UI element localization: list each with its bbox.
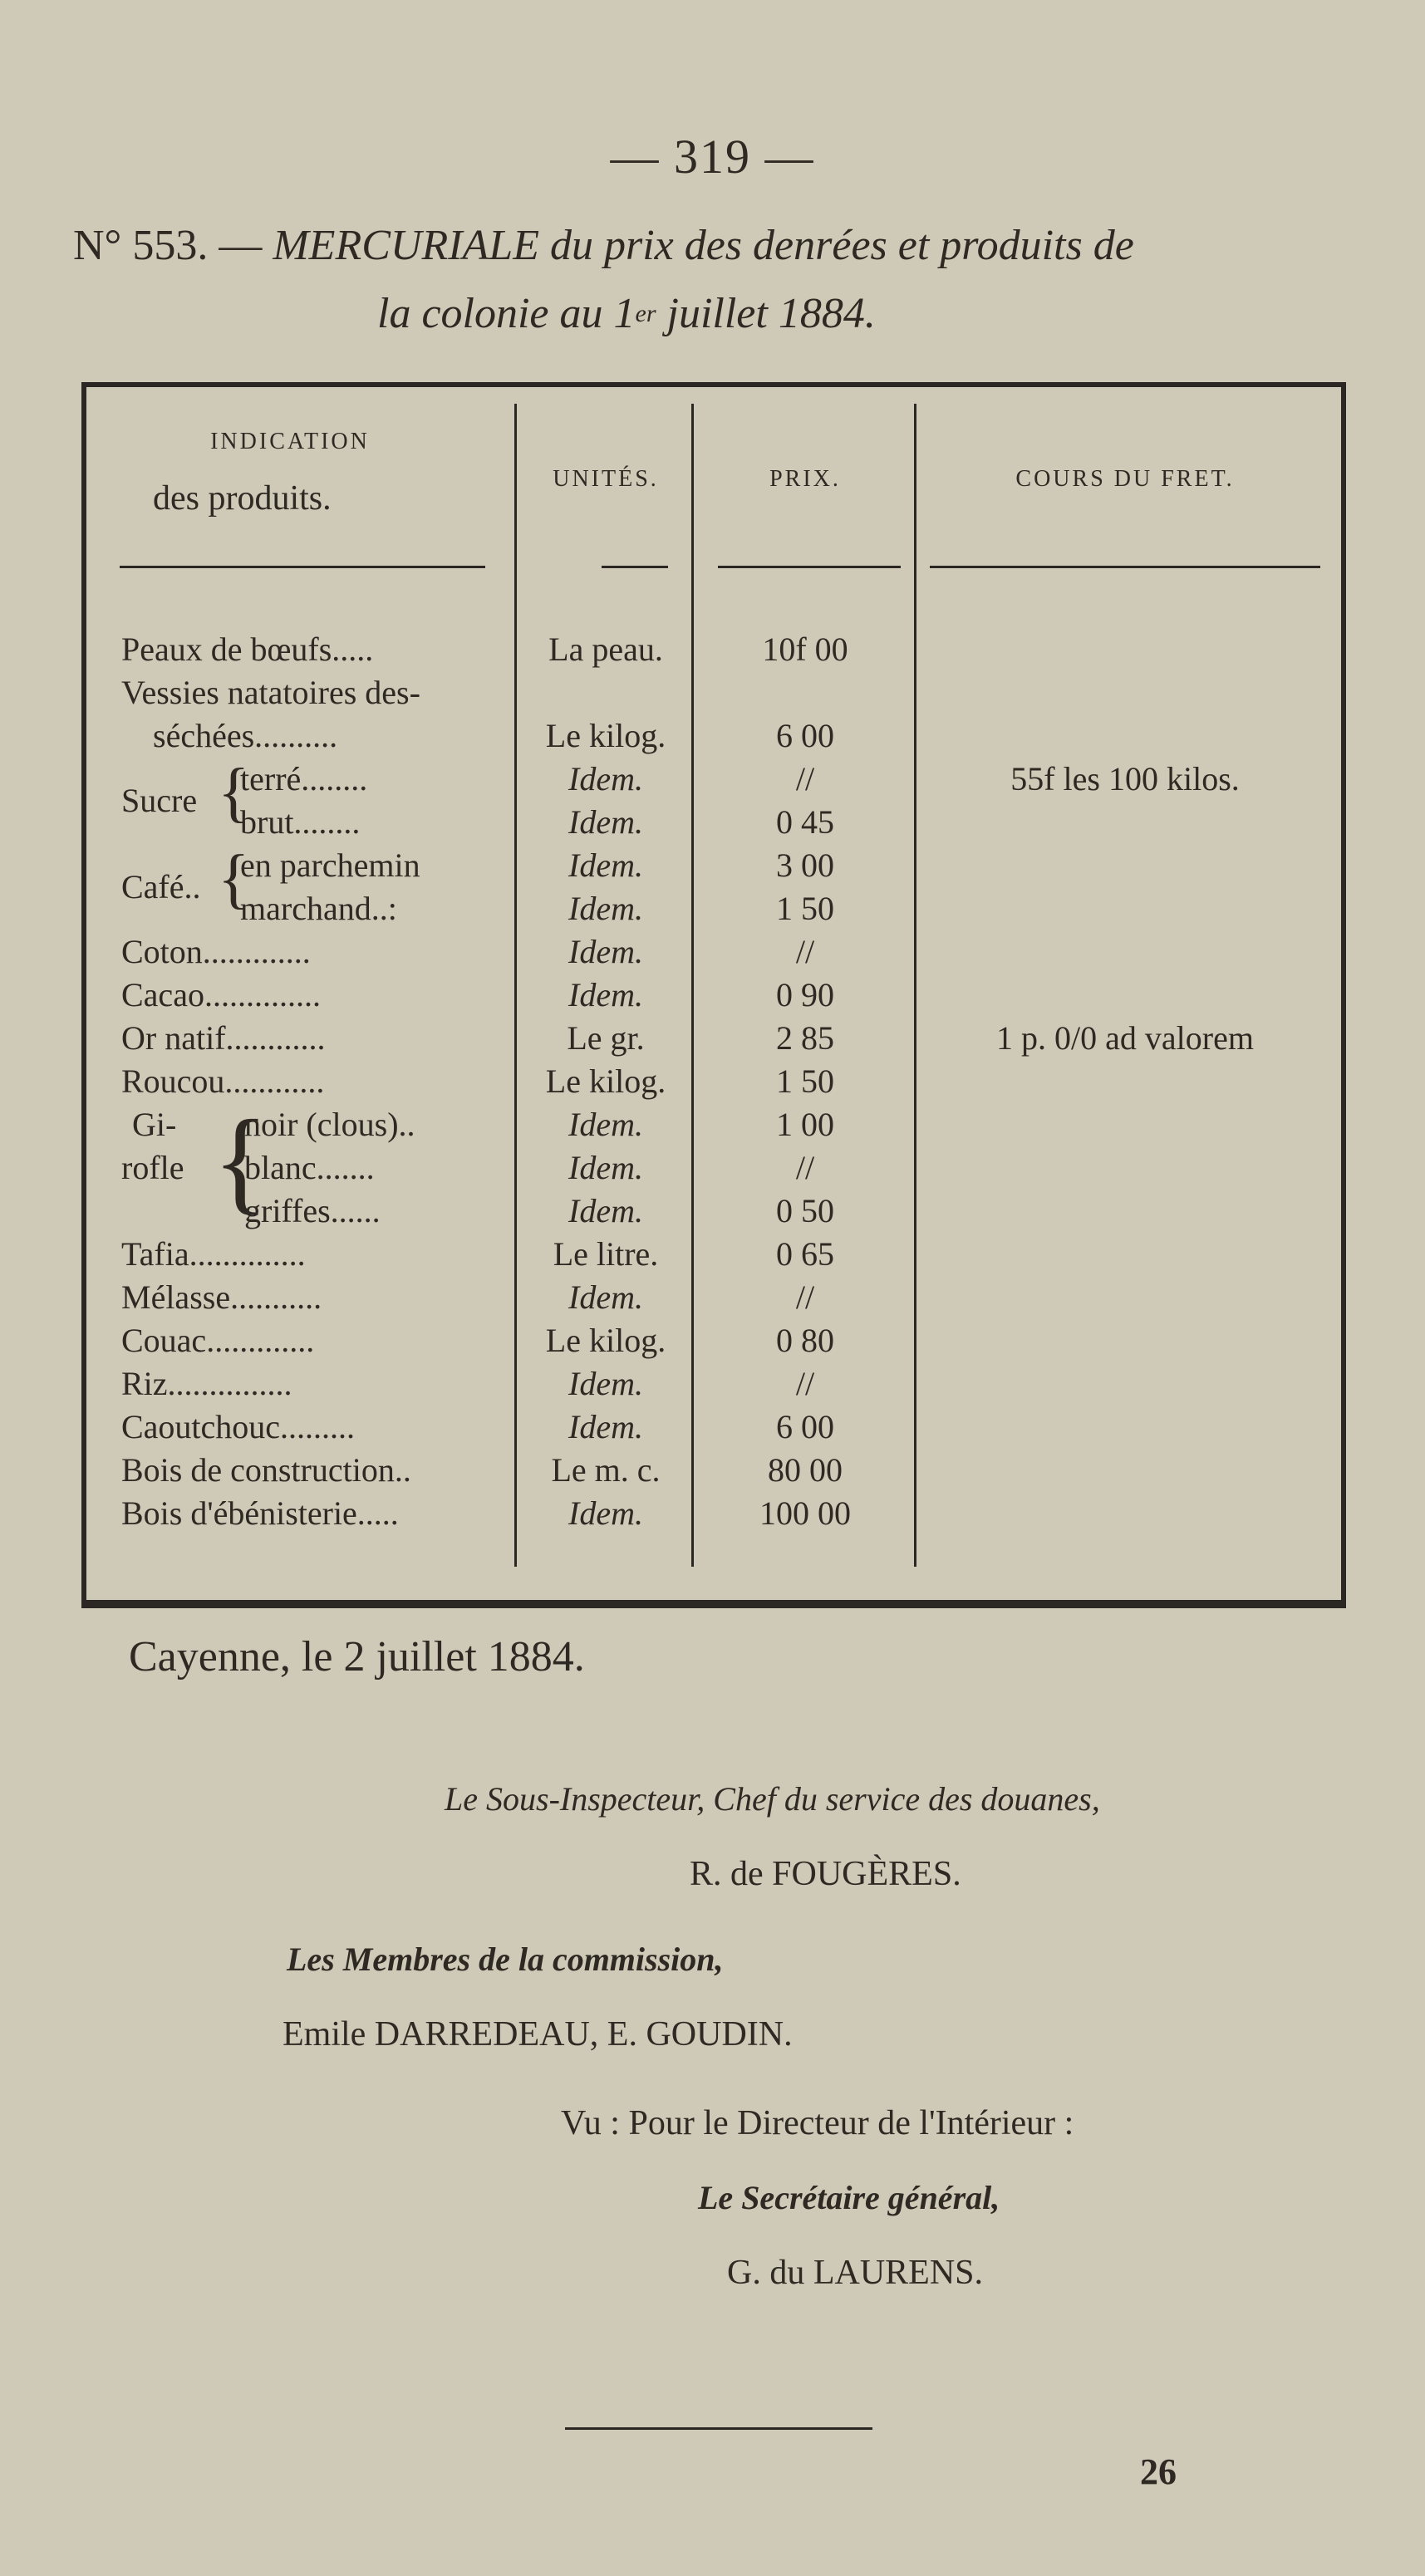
row-product: noir (clous).. bbox=[244, 1106, 415, 1143]
row-product: Peaux de bœufs..... bbox=[121, 631, 374, 668]
row-price: 0 80 bbox=[776, 1322, 834, 1359]
row-unit: Idem. bbox=[568, 1494, 643, 1532]
header-rule bbox=[120, 566, 485, 568]
row-price: // bbox=[795, 1149, 815, 1186]
row-unit: Idem. bbox=[568, 1365, 643, 1402]
row-unit: Le litre. bbox=[553, 1235, 659, 1273]
row-product: blanc....... bbox=[244, 1149, 375, 1186]
row-unit: Idem. bbox=[568, 1278, 643, 1316]
title-line2-b: juillet 1884. bbox=[666, 290, 876, 337]
page-number: — 319 — bbox=[610, 130, 815, 184]
row-product: griffes...... bbox=[244, 1192, 381, 1229]
row-price: 1 50 bbox=[776, 1062, 834, 1100]
row-unit: Idem. bbox=[568, 976, 643, 1013]
signatory-2-name: Emile DARREDEAU, E. GOUDIN. bbox=[283, 2015, 793, 2053]
row-unit: Idem. bbox=[568, 890, 643, 927]
group-label-sucre: Sucre bbox=[121, 782, 198, 819]
row-unit: Le kilog. bbox=[545, 717, 666, 754]
row-unit: Le m. c. bbox=[551, 1451, 661, 1489]
signatory-3-role: Le Secrétaire général, bbox=[698, 2179, 1000, 2216]
row-price: 100 00 bbox=[759, 1494, 851, 1532]
row-product: Caoutchouc......... bbox=[121, 1408, 356, 1445]
row-unit: Le kilog. bbox=[545, 1322, 666, 1359]
header-rule bbox=[930, 566, 1320, 568]
row-price: // bbox=[795, 1365, 815, 1402]
signatory-2-role: Les Membres de la commission, bbox=[287, 1941, 724, 1978]
title-line1: MERCURIALE du prix des denrées et produits de bbox=[273, 222, 1134, 269]
row-price: 10f 00 bbox=[762, 631, 848, 668]
row-price: 0 45 bbox=[776, 803, 834, 841]
row-price: 0 90 bbox=[776, 976, 834, 1013]
row-unit: Idem. bbox=[568, 1192, 643, 1229]
title-prefix: N° 553. — bbox=[73, 222, 263, 269]
row-product: Couac............. bbox=[121, 1322, 315, 1359]
document-title bbox=[73, 212, 1369, 348]
place-date: Cayenne, le 2 juillet 1884. bbox=[129, 1633, 585, 1681]
row-product: Or natif............ bbox=[121, 1019, 326, 1057]
brace-sucre: { bbox=[218, 756, 250, 829]
row-unit: Idem. bbox=[568, 1106, 643, 1143]
row-unit: Le kilog. bbox=[545, 1062, 666, 1100]
row-unit: Idem. bbox=[568, 846, 643, 884]
row-unit: Idem. bbox=[568, 760, 643, 797]
row-unit: Idem. bbox=[568, 1149, 643, 1186]
row-fret: 55f les 100 kilos. bbox=[1010, 760, 1240, 797]
title-line2-num: 1 bbox=[613, 290, 636, 337]
header-fret: COURS DU FRET. bbox=[1015, 466, 1235, 492]
row-price: // bbox=[795, 760, 815, 797]
row-price: 0 65 bbox=[776, 1235, 834, 1273]
header-indication: INDICATION bbox=[210, 429, 370, 454]
signatory-1-name: R. de FOUGÈRES. bbox=[690, 1855, 961, 1893]
signatory-3-name: G. du LAURENS. bbox=[727, 2254, 984, 2292]
header-rule bbox=[602, 566, 668, 568]
row-fret: 1 p. 0/0 ad valorem bbox=[996, 1019, 1254, 1057]
row-price: 80 00 bbox=[768, 1451, 843, 1489]
row-unit: Le gr. bbox=[567, 1019, 645, 1057]
row-unit: Idem. bbox=[568, 933, 643, 970]
row-product: Coton............. bbox=[121, 933, 311, 970]
title-line2-sup: er bbox=[635, 300, 656, 327]
group-label-girofle-2: rofle bbox=[121, 1149, 184, 1186]
row-product: Roucou............ bbox=[121, 1062, 325, 1100]
row-unit: Idem. bbox=[568, 1408, 643, 1445]
row-product: terré........ bbox=[240, 760, 368, 797]
row-price: // bbox=[795, 1278, 815, 1316]
row-unit: Idem. bbox=[568, 803, 643, 841]
title-line2-a: la colonie au bbox=[377, 290, 603, 337]
row-product: Mélasse........... bbox=[121, 1278, 322, 1316]
brace-girofle: { bbox=[213, 1097, 269, 1225]
row-product: Tafia.............. bbox=[121, 1235, 306, 1273]
signatory-1-role: Le Sous-Inspecteur, Chef du service des douanes, bbox=[445, 1780, 1100, 1818]
column-divider bbox=[914, 404, 916, 1567]
row-product: Riz............... bbox=[121, 1365, 292, 1402]
row-product: Bois de construction.. bbox=[121, 1451, 411, 1489]
brace-cafe: { bbox=[218, 842, 250, 915]
signatory-3-prefix: Vu : Pour le Directeur de l'Intérieur : bbox=[561, 2104, 1074, 2142]
header-prix: PRIX. bbox=[769, 466, 841, 492]
row-price: 3 00 bbox=[776, 846, 834, 884]
group-label-cafe: Café.. bbox=[121, 868, 201, 905]
footer-number: 26 bbox=[1140, 2451, 1177, 2492]
header-unites: UNITÉS. bbox=[553, 466, 659, 492]
row-product: séchées.......... bbox=[153, 717, 338, 754]
row-price: // bbox=[795, 933, 815, 970]
row-product: marchand..: bbox=[240, 890, 397, 927]
row-product: brut........ bbox=[240, 803, 361, 841]
row-unit: La peau. bbox=[548, 631, 663, 668]
row-price: 1 00 bbox=[776, 1106, 834, 1143]
row-price: 6 00 bbox=[776, 1408, 834, 1445]
row-product: Bois d'ébénisterie..... bbox=[121, 1494, 399, 1532]
header-indication-sub: des produits. bbox=[153, 479, 332, 518]
bottom-rule bbox=[565, 2427, 872, 2430]
row-price: 0 50 bbox=[776, 1192, 834, 1229]
row-product: Cacao.............. bbox=[121, 976, 321, 1013]
row-price: 2 85 bbox=[776, 1019, 834, 1057]
row-product: en parchemin bbox=[240, 846, 420, 884]
row-product: Vessies natatoires des- bbox=[121, 674, 420, 711]
row-price: 6 00 bbox=[776, 717, 834, 754]
price-table bbox=[81, 382, 1346, 1608]
row-price: 1 50 bbox=[776, 890, 834, 927]
header-rule bbox=[718, 566, 901, 568]
group-label-girofle-1: Gi- bbox=[132, 1106, 177, 1143]
